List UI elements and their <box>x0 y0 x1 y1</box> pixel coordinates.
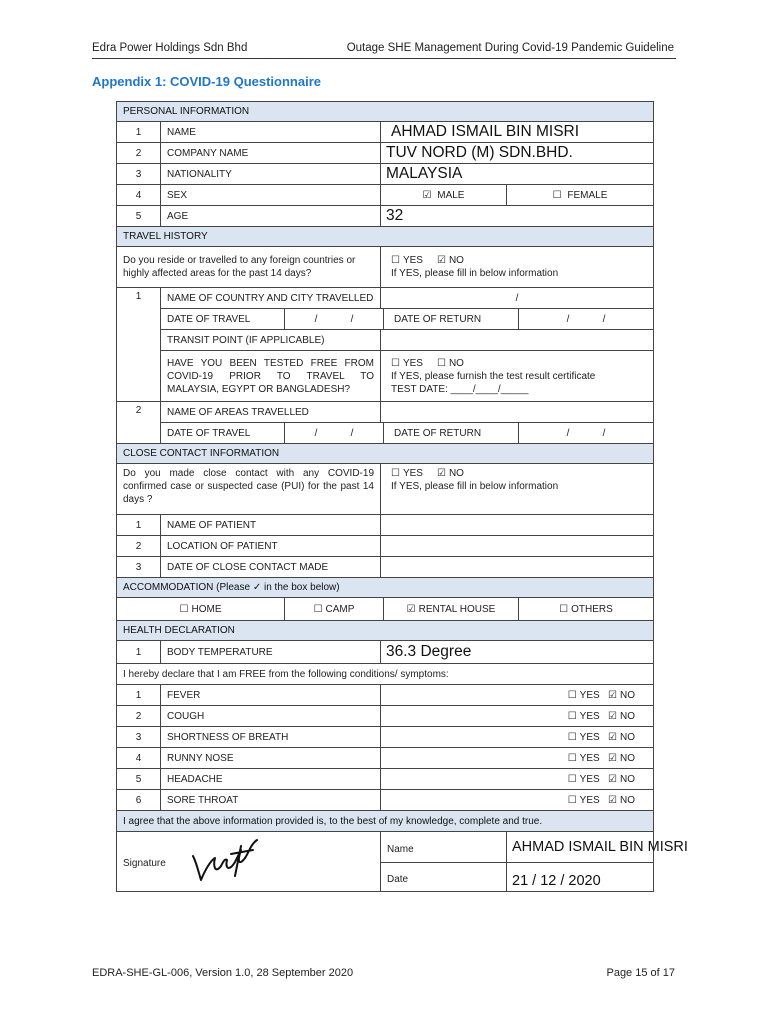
close-contact-question-row <box>117 464 654 515</box>
signature-name-label: Name <box>381 832 507 863</box>
travel1-transit-row <box>117 330 654 351</box>
symptom-label: HEADACHE <box>161 769 381 790</box>
footer-document-id: EDRA-SHE-GL-006, Version 1.0, 28 September 2020 <box>92 967 354 979</box>
travel-question: Do you reside or travelled to any foreign countries or highly affected areas for the past 14 days? <box>117 247 381 288</box>
no-label: NO <box>448 357 464 369</box>
signature-cell[interactable] <box>117 832 381 892</box>
page-header <box>92 42 676 59</box>
country-city-field[interactable] <box>381 288 654 309</box>
travel1-tested-row <box>117 351 654 402</box>
symptom-answer <box>381 790 654 811</box>
travel1-country-row <box>117 288 654 309</box>
slash: / <box>602 313 606 325</box>
section-health-declaration: HEALTH DECLARATION <box>117 621 654 641</box>
sex-option-male[interactable] <box>381 185 507 206</box>
patient-location-field[interactable] <box>381 536 654 557</box>
field-label: AGE <box>161 206 381 227</box>
yes-label: YES <box>402 255 423 266</box>
accommodation-option-others[interactable] <box>519 598 654 621</box>
symptom-label: FEVER <box>161 685 381 706</box>
symptom-row <box>117 790 654 811</box>
slash: / <box>350 427 354 439</box>
checked-box-icon[interactable]: ☑ <box>608 773 617 785</box>
nationality-value[interactable]: MALAYSIA <box>381 164 654 185</box>
symptom-answer <box>381 685 654 706</box>
row-number: 1 <box>117 288 161 402</box>
personal-row-company <box>117 143 654 164</box>
checked-box-icon[interactable]: ☑ <box>422 189 432 201</box>
row-number: 3 <box>117 164 161 185</box>
symptom-row <box>117 685 654 706</box>
slash: / <box>350 313 354 325</box>
symptom-answer <box>381 706 654 727</box>
date-of-return-field[interactable] <box>519 309 654 330</box>
row-number: 4 <box>117 185 161 206</box>
close-contact-question: Do you made close contact with any COVID-19 confirmed case or suspected case (PUI) for the past 14 days ? <box>117 464 381 515</box>
footer-page-number: Page 15 of 17 <box>606 967 675 979</box>
signature-row-1 <box>117 832 654 863</box>
appendix-title: Appendix 1: COVID-19 Questionnaire <box>92 74 321 89</box>
checked-box-icon[interactable]: ☑ <box>608 710 617 722</box>
section-close-contact: CLOSE CONTACT INFORMATION <box>117 444 654 464</box>
option-label: MALE <box>437 189 465 201</box>
checked-box-icon[interactable]: ☑ <box>608 752 617 764</box>
field-label: TRANSIT POINT (IF APPLICABLE) <box>161 330 381 351</box>
if-yes-note: If YES, please fill in below information <box>391 481 559 492</box>
row-number: 1 <box>117 122 161 143</box>
symptom-answer <box>381 727 654 748</box>
contact-date-field[interactable] <box>381 557 654 578</box>
yes-label: YES <box>579 752 600 764</box>
areas-travelled-field[interactable] <box>381 402 654 423</box>
checkbox-icon[interactable]: ☐ <box>552 189 562 201</box>
field-label: COMPANY NAME <box>161 143 381 164</box>
symptom-row <box>117 706 654 727</box>
option-label: RENTAL HOUSE <box>418 603 496 615</box>
no-label: NO <box>620 794 635 806</box>
row-number: 5 <box>117 769 161 790</box>
row-number: 3 <box>117 557 161 578</box>
close-contact-row <box>117 515 654 536</box>
field-label: DATE OF RETURN <box>384 309 519 330</box>
checkbox-icon[interactable]: ☐ <box>436 357 446 369</box>
no-label: NO <box>620 689 635 701</box>
agreement-statement: I agree that the above information provided is, to the best of my knowledge, complete and true. <box>117 811 654 832</box>
row-number: 6 <box>117 790 161 811</box>
checkbox-icon[interactable]: ☐ <box>567 731 577 743</box>
checked-box-icon[interactable]: ☑ <box>608 794 617 806</box>
company-name-value[interactable]: TUV NORD (M) SDN.BHD. <box>381 143 654 164</box>
checkbox-icon[interactable]: ☐ <box>567 689 577 701</box>
field-label: DATE OF TRAVEL <box>161 423 285 444</box>
accommodation-options-row <box>117 598 654 621</box>
yes-label: YES <box>402 468 423 479</box>
signature-label: Signature <box>123 858 166 869</box>
close-contact-row <box>117 536 654 557</box>
row-number: 2 <box>117 706 161 727</box>
slash: / <box>602 427 606 439</box>
no-label: NO <box>448 255 464 266</box>
row-number: 2 <box>117 536 161 557</box>
slash: / <box>515 292 519 304</box>
row-number: 5 <box>117 206 161 227</box>
travel-answer <box>381 247 654 288</box>
section-accommodation: ACCOMMODATION (Please ✓ in the box below) <box>117 578 654 598</box>
date-of-travel-field[interactable] <box>285 423 384 444</box>
option-label: CAMP <box>325 603 355 615</box>
handwritten-signature <box>191 836 261 882</box>
field-label: SEX <box>161 185 381 206</box>
slash: / <box>314 313 318 325</box>
checkbox-icon[interactable]: ☐ <box>313 603 323 615</box>
field-label: DATE OF CLOSE CONTACT MADE <box>161 557 381 578</box>
age-value[interactable]: 32 <box>381 206 654 227</box>
checkbox-icon[interactable]: ☐ <box>391 255 400 266</box>
date-of-travel-field[interactable] <box>285 309 384 330</box>
row-number: 1 <box>117 641 161 664</box>
section-travel-history: TRAVEL HISTORY <box>117 227 654 247</box>
field-label: DATE OF RETURN <box>384 423 519 444</box>
symptom-row <box>117 769 654 790</box>
personal-row-sex <box>117 185 654 206</box>
transit-point-field[interactable] <box>381 330 654 351</box>
test-date-field[interactable]: TEST DATE: ____/____/_____ <box>391 383 529 395</box>
section-personal-information: PERSONAL INFORMATION <box>117 102 654 122</box>
row-number: 4 <box>117 748 161 769</box>
signature-date-value[interactable]: 21 / 12 / 2020 <box>507 863 654 892</box>
no-label: NO <box>448 468 464 479</box>
row-number: 3 <box>117 727 161 748</box>
symptom-answer <box>381 748 654 769</box>
header-document-title: Outage SHE Management During Covid-19 Pandemic Guideline <box>346 42 674 54</box>
symptom-label: COUGH <box>161 706 381 727</box>
symptom-label: RUNNY NOSE <box>161 748 381 769</box>
row-number: 2 <box>117 402 161 444</box>
row-number: 1 <box>117 515 161 536</box>
personal-row-name <box>117 122 654 143</box>
field-label: LOCATION OF PATIENT <box>161 536 381 557</box>
declaration-statement: I hereby declare that I am FREE from the following conditions/ symptoms: <box>117 664 654 685</box>
slash: / <box>566 313 570 325</box>
row-number: 1 <box>117 685 161 706</box>
symptom-row <box>117 748 654 769</box>
date-of-return-field[interactable] <box>519 423 654 444</box>
if-yes-note: If YES, please fill in below information <box>391 268 559 279</box>
tested-answer <box>381 351 654 402</box>
checkbox-icon[interactable]: ☐ <box>559 603 569 615</box>
yes-label: YES <box>579 689 600 701</box>
slash: / <box>566 427 570 439</box>
field-label: NAME OF COUNTRY AND CITY TRAVELLED <box>161 288 381 309</box>
symptom-row <box>117 727 654 748</box>
personal-row-age <box>117 206 654 227</box>
checked-box-icon[interactable]: ☑ <box>608 689 617 701</box>
no-label: NO <box>620 731 635 743</box>
no-label: NO <box>620 710 635 722</box>
tested-question: HAVE YOU BEEN TESTED FREE FROM COVID-19 PRIOR TO TRAVEL TO MALAYSIA, EGYPT OR BANGLADESH? <box>161 351 381 402</box>
option-label: HOME <box>191 603 222 615</box>
personal-row-nationality <box>117 164 654 185</box>
checkbox-icon[interactable]: ☐ <box>567 752 577 764</box>
field-label: DATE OF TRAVEL <box>161 309 285 330</box>
option-label: FEMALE <box>567 189 608 201</box>
signature-name-value[interactable]: AHMAD ISMAIL BIN MISRI <box>507 832 654 863</box>
checkbox-icon[interactable]: ☐ <box>567 710 577 722</box>
checkbox-icon[interactable]: ☐ <box>179 603 189 615</box>
travel-question-row <box>117 247 654 288</box>
close-contact-answer <box>381 464 654 515</box>
travel2-dates-row <box>117 423 654 444</box>
yes-label: YES <box>402 357 423 369</box>
travel2-areas-row <box>117 402 654 423</box>
checked-box-icon[interactable]: ☑ <box>406 603 416 615</box>
checkbox-icon[interactable]: ☐ <box>567 773 577 785</box>
checked-box-icon[interactable]: ☑ <box>608 731 617 743</box>
name-value[interactable]: AHMAD ISMAIL BIN MISRI <box>381 122 654 143</box>
sex-option-female[interactable] <box>507 185 654 206</box>
body-temperature-value[interactable]: 36.3 Degree <box>381 641 654 664</box>
yes-label: YES <box>579 710 600 722</box>
symptom-label: SORE THROAT <box>161 790 381 811</box>
covid-questionnaire-form <box>116 101 688 892</box>
yes-label: YES <box>579 731 600 743</box>
no-label: NO <box>620 773 635 785</box>
field-label: NAME OF PATIENT <box>161 515 381 536</box>
field-label: BODY TEMPERATURE <box>161 641 381 664</box>
field-label: NAME <box>161 122 381 143</box>
temperature-row <box>117 641 654 664</box>
row-number: 2 <box>117 143 161 164</box>
symptom-label: SHORTNESS OF BREATH <box>161 727 381 748</box>
checkbox-icon[interactable]: ☐ <box>391 357 400 369</box>
travel1-dates-row <box>117 309 654 330</box>
field-label: NAME OF AREAS TRAVELLED <box>161 402 381 423</box>
accommodation-option-camp[interactable] <box>285 598 384 621</box>
symptom-answer <box>381 769 654 790</box>
checkbox-icon[interactable]: ☐ <box>567 794 577 806</box>
checkbox-icon[interactable]: ☐ <box>391 468 400 479</box>
accommodation-option-rental-house[interactable] <box>384 598 519 621</box>
signature-date-label: Date <box>381 863 507 892</box>
yes-label: YES <box>579 773 600 785</box>
no-label: NO <box>620 752 635 764</box>
checked-box-icon[interactable]: ☑ <box>436 255 446 266</box>
yes-label: YES <box>579 794 600 806</box>
close-contact-row <box>117 557 654 578</box>
header-company: Edra Power Holdings Sdn Bhd <box>92 42 248 54</box>
checked-box-icon[interactable]: ☑ <box>436 468 446 479</box>
tested-if-yes-note: If YES, please furnish the test result certificate <box>391 370 596 382</box>
option-label: OTHERS <box>571 603 613 615</box>
field-label: NATIONALITY <box>161 164 381 185</box>
accommodation-option-home[interactable] <box>117 598 285 621</box>
patient-name-field[interactable] <box>381 515 654 536</box>
slash: / <box>314 427 318 439</box>
